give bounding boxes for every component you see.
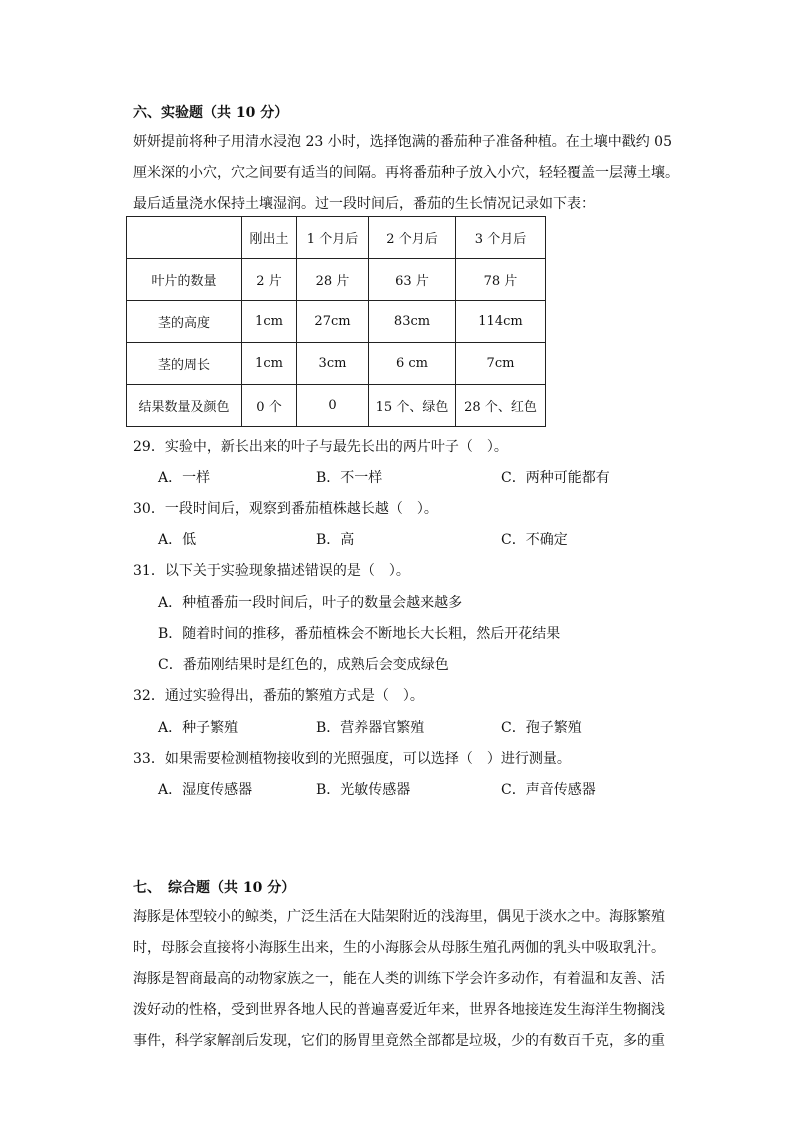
table-header-cell: 2 个月后 xyxy=(369,217,456,259)
table-row xyxy=(127,385,546,427)
table-cell: 1cm xyxy=(242,301,297,343)
section-6-line-2: 厘米深的小穴，穴之间要有适当的间隔。再将番茄种子放入小穴，轻轻覆盖一层薄土壤。 xyxy=(133,165,679,181)
q30-option-b[interactable]: B．高 xyxy=(316,532,355,548)
table-row-label: 结果数量及颜色 xyxy=(127,385,242,427)
q29-option-a[interactable]: A．一样 xyxy=(158,470,211,486)
table-cell: 15 个、绿色 xyxy=(369,385,456,427)
table-cell: 83cm xyxy=(369,301,456,343)
q32-option-c[interactable]: C．孢子繁殖 xyxy=(501,720,582,736)
section-7-line-4: 泼好动的性格，受到世界各地人民的普遍喜爱近年来，世界各地接连发生海洋生物搁浅 xyxy=(133,1002,665,1018)
table-row-label: 茎的周长 xyxy=(127,343,242,385)
section-7-line-5: 事件，科学家解剖后发现，它们的肠胃里竟然全部都是垃圾，少的有数百千克，多的重 xyxy=(133,1033,665,1049)
table-row-label: 茎的高度 xyxy=(127,301,242,343)
q31-option-a[interactable]: A．种植番茄一段时间后，叶子的数量会越来越多 xyxy=(158,595,463,611)
table-row-label: 叶片的数量 xyxy=(127,259,242,301)
table-header-cell xyxy=(127,217,242,259)
q30-option-a[interactable]: A．低 xyxy=(158,532,197,548)
section-7-line-1: 海豚是体型较小的鲸类，广泛生活在大陆架附近的浅海里，偶见于淡水之中。海豚繁殖 xyxy=(133,909,665,925)
table-cell: 28 片 xyxy=(297,259,369,301)
table-cell: 114cm xyxy=(456,301,546,343)
q33-option-a[interactable]: A．湿度传感器 xyxy=(158,782,253,798)
question-33: 33．如果需要检测植物接收到的光照强度，可以选择（ ）进行测量。 xyxy=(133,751,571,767)
table-row xyxy=(127,259,546,301)
q33-option-c[interactable]: C．声音传感器 xyxy=(501,782,596,798)
table-row xyxy=(127,343,546,385)
section-6-heading: 六、实验题（共 10 分） xyxy=(133,105,289,121)
q29-option-c[interactable]: C．两种可能都有 xyxy=(501,470,610,486)
section-7-heading: 七、 综合题（共 10 分） xyxy=(133,880,296,896)
table-cell: 1cm xyxy=(242,343,297,385)
section-7-line-2: 时，母豚会直接将小海豚生出来，生的小海豚会从母豚生殖孔两伽的乳头中吸取乳汁。 xyxy=(133,940,665,956)
table-cell: 78 片 xyxy=(456,259,546,301)
table-header-cell: 刚出土 xyxy=(242,217,297,259)
q29-option-b[interactable]: B．不一样 xyxy=(316,470,383,486)
table-header-row xyxy=(127,217,546,259)
table-cell: 2 片 xyxy=(242,259,297,301)
table-cell: 0 个 xyxy=(242,385,297,427)
table-header-cell: 1 个月后 xyxy=(297,217,369,259)
q32-option-a[interactable]: A．种子繁殖 xyxy=(158,720,239,736)
q31-option-c[interactable]: C．番茄刚结果时是红色的，成熟后会变成绿色 xyxy=(158,657,449,673)
table-cell: 28 个、红色 xyxy=(456,385,546,427)
table-row xyxy=(127,301,546,343)
section-6-line-3: 最后适量浇水保持土壤湿润。过一段时间后，番茄的生长情况记录如下表： xyxy=(133,196,595,212)
q33-option-b[interactable]: B．光敏传感器 xyxy=(316,782,411,798)
q32-option-b[interactable]: B．营养器官繁殖 xyxy=(316,720,425,736)
table-cell: 3cm xyxy=(297,343,369,385)
growth-table xyxy=(126,216,546,427)
question-30: 30．一段时间后，观察到番茄植株越长越（ ）。 xyxy=(133,501,438,517)
table-cell: 63 片 xyxy=(369,259,456,301)
table-cell: 27cm xyxy=(297,301,369,343)
section-6-line-1: 妍妍提前将种子用清水浸泡 23 小时，选择饱满的番茄种子准备种植。在土壤中戳约 05 xyxy=(133,134,672,150)
table-cell: 7cm xyxy=(456,343,546,385)
question-32: 32．通过实验得出，番茄的繁殖方式是（ ）。 xyxy=(133,688,424,704)
table-cell: 6 cm xyxy=(369,343,456,385)
section-7-line-3: 海豚是智商最高的动物家族之一，能在人类的训练下学会许多动作，有着温和友善、活 xyxy=(133,971,665,987)
table-cell: 0 xyxy=(297,385,369,427)
question-31: 31．以下关于实验现象描述错误的是（ ）。 xyxy=(133,563,410,579)
q31-option-b[interactable]: B．随着时间的推移，番茄植株会不断地长大长粗，然后开花结果 xyxy=(158,626,561,642)
question-29: 29．实验中，新长出来的叶子与最先长出的两片叶子（ ）。 xyxy=(133,439,508,455)
q30-option-c[interactable]: C．不确定 xyxy=(501,532,568,548)
table-header-cell: 3 个月后 xyxy=(456,217,546,259)
